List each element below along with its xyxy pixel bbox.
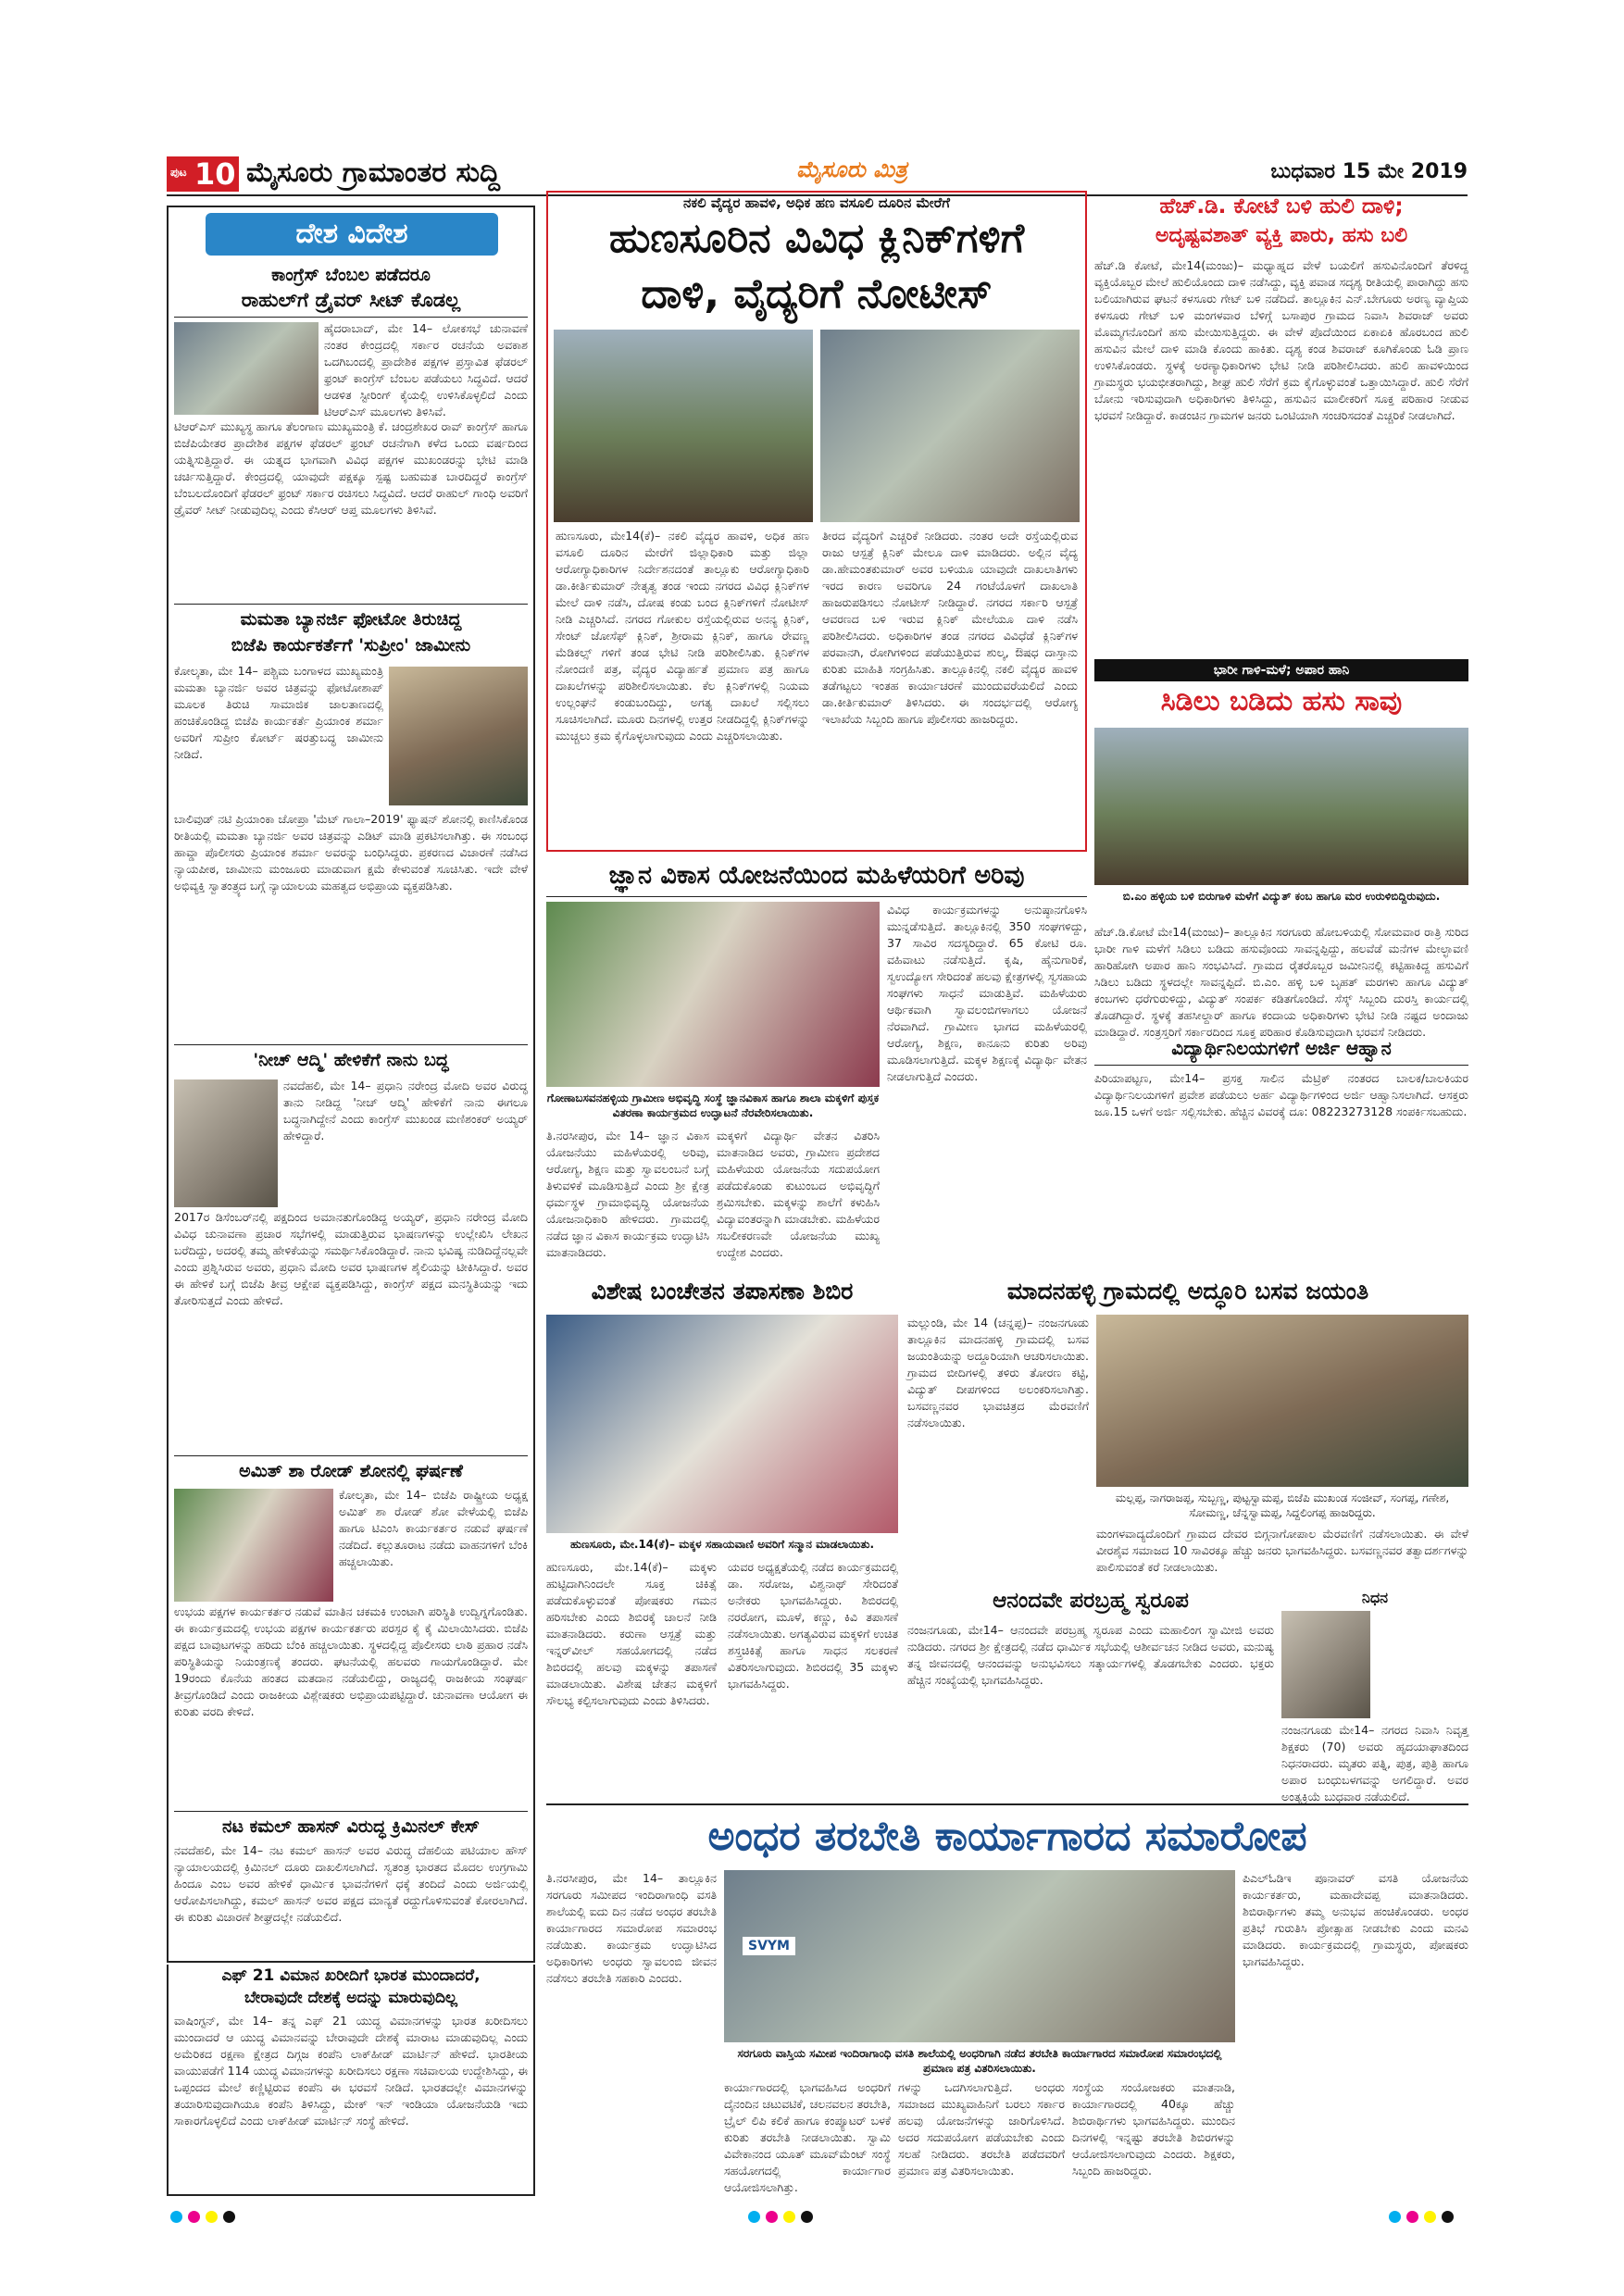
andhara-top-rule (546, 1803, 1468, 1805)
s3-headline: 'ನೀಚ್ ಆದ್ಮಿ' ಹೇಳಿಕೆಗೆ ನಾನು ಬದ್ಧ (253, 1050, 449, 1070)
ananda-headline: ಆನಂದವೇ ಪರಬ್ರಹ್ಮ ಸ್ವರೂಪ (993, 1589, 1189, 1613)
thunder-tag-text: ಭಾರೀ ಗಾಳಿ-ಮಳೆ; ಅಪಾರ ಹಾನಿ (1213, 663, 1350, 678)
gyana-headline: ಜ್ಞಾನ ವಿಕಾಸ ಯೋಜನೆಯಿಂದ ಮಹಿಳೆಯರಿಗೆ ಅರಿವು (608, 861, 1025, 890)
students-headline: ವಿದ್ಯಾರ್ಥಿನಿಲಯಗಳಿಗೆ ಅರ್ಜಿ ಆಹ್ವಾನ (1171, 1037, 1392, 1059)
camp-story (546, 1278, 898, 1796)
students-rule (1094, 1065, 1468, 1066)
desha-videsha-banner (206, 213, 498, 256)
camp-col-a: ಹುಣಸೂರು, ಮೇ.14(ಕೆ)– ಮಕ್ಕಳು ಹುಟ್ಟಿದಾಗಿನಿಂದಲೇ ಸೂಕ್ತ ಚಿಕಿತ್ಸೆ ಪಡೆದುಕೊಳ್ಳುವಂತೆ ಪೋಷಕರು ಗಮನ ಹರಿಸಬೇಕು ಎಂದು ಶಿಬಿರಕ್ಕೆ ಚಾಲನೆ ನೀಡಿ ಮಾತನಾಡಿದರು. ಕರುಣಾ ಆಸ್ಪತ್ರೆ ಮತ್ತು ಇನ್ನರ್‌ವೀಲ್ ಸಹಯೋಗದಲ್ಲಿ ನಡೆದ ಶಿಬಿರದಲ್ಲಿ ಹಲವು ಮಕ್ಕಳನ್ನು ತಪಾಸಣೆ ಮಾಡಲಾಯಿತು. ವಿಶೇಷ ಚೇತನ ಮಕ್ಕಳಿಗೆ ಸೌಲಭ್ಯ ಕಲ್ಪಿಸಲಾಗುವುದು ಎಂದು ತಿಳಿಸಿದರು. (546, 1560, 717, 1707)
s5-body: ನವದೆಹಲಿ, ಮೇ 14– ನಟ ಕಮಲ್ ಹಾಸನ್ ಅವರ ವಿರುದ್ಧ ದೆಹಲಿಯ ಪಟಿಯಾಲ ಹೌಸ್ ನ್ಯಾಯಾಲಯದಲ್ಲಿ ಕ್ರಿಮಿನಲ್ ದೂರು ದಾಖಲಿಸಲಾಗಿದೆ. ಸ್ವತಂತ್ರ ಭಾರತದ ಮೊದಲ ಉಗ್ರಗಾಮಿ ಹಿಂದೂ ಎಂಬ ಅವರ ಹೇಳಿಕೆ ಧಾರ್ಮಿಕ ಭಾವನೆಗಳಿಗೆ ಧಕ್ಕೆ ತಂದಿದೆ ಎಂದು ಅರ್ಜಿಯಲ್ಲಿ ಆರೋಪಿಸಲಾಗಿದ್ದು, ಕಮಲ್ ಹಾಸನ್ ಅವರ ಪಕ್ಷದ ಮಾನ್ಯತೆ ರದ್ದುಗೊಳಿಸುವಂತೆ ಕೋರಲಾಗಿದೆ. ಈ ಕುರಿತು ವಿಚಾರಣೆ ಶೀಘ್ರದಲ್ಲೇ ನಡೆಯಲಿದೆ. (174, 1843, 528, 1924)
basava-left: ಮಲ್ಲುಂಡಿ, ಮೇ 14 (ಚನ್ನಪ್ಪ)– ನಂಜನಗೂಡು ತಾಲ್ಲೂಕಿನ ಮಾದನಹಳ್ಳಿ ಗ್ರಾಮದಲ್ಲಿ ಬಸವ ಜಯಂತಿಯನ್ನು ಅದ್ದೂರಿಯಾಗಿ ಆಚರಿಸಲಾಯಿತು. ಗ್ರಾಮದ ಬೀದಿಗಳಲ್ಲಿ ತಳಿರು ತೋರಣ ಕಟ್ಟಿ, ವಿದ್ಯುತ್ ದೀಪಗಳಿಂದ ಅಲಂಕರಿಸಲಾಗಿತ್ತು. ಬಸವಣ್ಣನವರ ಭಾವಚಿತ್ರದ ಮೆರವಣಿಗೆ ನಡೆಸಲಾಯಿತು. (907, 1316, 1089, 1429)
s4-rule-top (174, 1455, 528, 1456)
s4-body-1: ಕೋಲ್ಕತಾ, ಮೇ 14– ಬಿಜೆಪಿ ರಾಷ್ಟ್ರೀಯ ಅಧ್ಯಕ್ಷ ಅಮಿತ್ ಶಾ ರೋಡ್ ಶೋ ವೇಳೆಯಲ್ಲಿ ಬಿಜೆಪಿ ಹಾಗೂ ಟಿಎಂಸಿ ಕಾರ್ಯಕರ್ತರ ನಡುವೆ ಘರ್ಷಣೆ ನಡೆದಿದೆ. ಕಲ್ಲುತೂರಾಟ ನಡೆದು ವಾಹನಗಳಿಗೆ ಬೆಂಕಿ ಹಚ್ಚಲಾಯಿತು. (339, 1488, 528, 1568)
f21-headline-1: ಎಫ್ 21 ವಿಮಾನ ಖರೀದಿಗೆ ಭಾರತ ಮುಂದಾದರೆ, (221, 1966, 481, 1985)
thunder-tag (1094, 659, 1468, 681)
s1-rule (174, 317, 528, 318)
desha-videsha-label: ದೇಶ ವಿದೇಶ (295, 218, 408, 250)
basava-caption: ಮಲ್ಲಪ್ಪ, ನಾಗರಾಜಪ್ಪ, ಸುಬ್ಬಣ್ಣ, ಪುಟ್ಟಸ್ವಾಮಪ್ಪ, ಬಿಜೆಪಿ ಮುಖಂಡ ಸಂಜೀವ್, ಸಂಗಪ್ಪ, ಗಣೇಶ, ಸೋಮಣ್ಣ, ಚೆನ್ನಸ್ವಾಮಪ್ಪ, ಸಿದ್ದಲಿಂಗಪ್ಪ ಹಾಜರಿದ್ದರು. (1115, 1491, 1450, 1519)
s1-photo (174, 322, 319, 415)
s3-rule-top (174, 1044, 528, 1045)
obituary-headline: ನಿಧನ (1361, 1589, 1389, 1606)
desha-videsha-column (167, 206, 535, 1963)
s2-body-1: ಕೋಲ್ಕತಾ, ಮೇ 14– ಪಶ್ಚಿಮ ಬಂಗಾಳದ ಮುಖ್ಯಮಂತ್ರಿ ಮಮತಾ ಬ್ಯಾನರ್ಜಿ ಅವರ ಚಿತ್ರವನ್ನು ಫೋಟೋಶಾಪ್ ಮೂಲಕ ತಿರುಚಿ ಸಾಮಾಜಿಕ ಜಾಲತಾಣದಲ್ಲಿ ಹಂಚಿಕೊಂಡಿದ್ದ ಬಿಜೆಪಿ ಕಾರ್ಯಕರ್ತೆ ಪ್ರಿಯಾಂಕ ಶರ್ಮಾ ಅವರಿಗೆ ಸುಪ್ರೀಂ ಕೋರ್ಟ್ ಷರತ್ತುಬದ್ಧ ಜಾಮೀನು ನೀಡಿದೆ. (174, 664, 383, 761)
gyana-photo (546, 902, 880, 1087)
camp-col-b: ಯವರ ಅಧ್ಯಕ್ಷತೆಯಲ್ಲಿ ನಡೆದ ಕಾರ್ಯಕ್ರಮದಲ್ಲಿ ಡಾ. ಸರೋಜ, ವಿಶ್ವನಾಥ್ ಸೇರಿದಂತೆ ಅನೇಕರು ಭಾಗವಹಿಸಿದ್ದರು. ಶಿಬಿರದಲ್ಲಿ ನರರೋಗ, ಮೂಳೆ, ಕಣ್ಣು, ಕಿವಿ ತಪಾಸಣೆ ನಡೆಸಲಾಯಿತು. ಅಗತ್ಯವಿರುವ ಮಕ್ಕಳಿಗೆ ಉಚಿತ ಶಸ್ತ್ರಚಿಕಿತ್ಸೆ ಹಾಗೂ ಸಾಧನ ಸಲಕರಣೆ ವಿತರಿಸಲಾಗುವುದು. ಶಿಬಿರದಲ್ಲಿ 35 ಮಕ್ಕಳು ಭಾಗವಹಿಸಿದ್ದರು. (728, 1560, 898, 1691)
andhara-banner-text: SVYM (743, 1937, 795, 1955)
andhara-col-d: ಸಂಸ್ಥೆಯ ಸಂಯೋಜಕರು ಮಾತನಾಡಿ, ಕಾರ್ಯಾಗಾರದಲ್ಲಿ 40ಕ್ಕೂ ಹೆಚ್ಚು ಶಿಬಿರಾರ್ಥಿಗಳು ಭಾಗವಹಿಸಿದ್ದರು. ಮುಂದಿನ ದಿನಗಳಲ್ಲಿ ಇನ್ನಷ್ಟು ತರಬೇತಿ ಶಿಬಿರಗಳನ್ನು ಆಯೋಜಿಸಲಾಗುವುದು ಎಂದರು. ಶಿಕ್ಷಕರು, ಸಿಬ್ಬಂದಿ ಹಾಜರಿದ್ದರು. (1072, 2080, 1235, 2177)
thunder-headline: ಸಿಡಿಲು ಬಡಿದು ಹಸು ಸಾವು (1160, 685, 1403, 718)
registration-dots-center (748, 2209, 818, 2227)
s1-headline-1: ಕಾಂಗ್ರೆಸ್ ಬೆಂಬಲ ಪಡೆದರೂ (271, 265, 431, 285)
lead-col-2: ತೀರದ ವೈದ್ಯರಿಗೆ ಎಚ್ಚರಿಕೆ ನೀಡಿದರು. ನಂತರ ಅದೇ ರಸ್ತೆಯಲ್ಲಿರುವ ರಾಜು ಆಸ್ಪತ್ರೆ ಕ್ಲಿನಿಕ್ ಮೇಲೂ ದಾಳಿ ಮಾಡಿದರು. ಅಲ್ಲಿನ ವೈದ್ಯ ಡಾ.ಹೇಮಂತಕುಮಾರ್ ಅವರ ಬಳಿಯೂ ಯಾವುದೇ ದಾಖಲಾತಿಗಳು ಇರದ ಕಾರಣ ಅವರಿಗೂ 24 ಗಂಟೆಯೊಳಗೆ ದಾಖಲಾತಿ ಹಾಜರುಪಡಿಸಲು ನೋಟೀಸ್ ನೀಡಿದ್ದಾರೆ. ನಗರದ ಸರ್ಕಾರಿ ಆಸ್ಪತ್ರೆ ಆವರಣದ ಬಳಿ ಇರುವ ಕ್ಲಿನಿಕ್ ಮೇಲೆಯೂ ದಾಳಿ ನಡೆಸಿ ಪರಿಶೀಲಿಸಿದರು. ಅಧಿಕಾರಿಗಳ ತಂಡ ನಗರದ ವಿವಿಧೆಡೆ ಕ್ಲಿನಿಕ್‌ಗಳ ಪರವಾನಗಿ, ರೋಗಿಗಳಿಂದ ಪಡೆಯುತ್ತಿರುವ ಶುಲ್ಕ, ಔಷಧ ದಾಸ್ತಾನು ಕುರಿತು ಮಾಹಿತಿ ಸಂಗ್ರಹಿಸಿತು. ತಾಲ್ಲೂಕಿನಲ್ಲಿ ನಕಲಿ ವೈದ್ಯರ ಹಾವಳಿ ತಡೆಗಟ್ಟಲು ಇಂತಹ ಕಾರ್ಯಾಚರಣೆ ಮುಂದುವರೆಯಲಿದೆ ಎಂದು ಡಾ.ಕೀರ್ತಿಕುಮಾರ್ ತಿಳಿಸಿದರು. ಈ ಸಂದರ್ಭದಲ್ಲಿ ಆರೋಗ್ಯ ಇಲಾಖೆಯ ಸಿಬ್ಬಂದಿ ಹಾಗೂ ಪೊಲೀಸರು ಹಾಜರಿದ್ದರು. (822, 529, 1078, 726)
s3-body-2: 2017ರ ಡಿಸೆಂಬರ್‌ನಲ್ಲಿ ಪಕ್ಷದಿಂದ ಅಮಾನತುಗೊಂಡಿದ್ದ ಅಯ್ಯರ್, ಪ್ರಧಾನಿ ನರೇಂದ್ರ ಮೋದಿ ವಿವಿಧ ಚುನಾವಣಾ ಪ್ರಚಾರ ಸಭೆಗಳಲ್ಲಿ ಮಾಡುತ್ತಿರುವ ಭಾಷಣಗಳನ್ನು ಉಲ್ಲೇಖಿಸಿ ಲೇಖನ ಬರೆದಿದ್ದು, ಅದರಲ್ಲಿ ತಮ್ಮ ಹೇಳಿಕೆಯನ್ನು ಸಮರ್ಥಿಸಿಕೊಂಡಿದ್ದಾರೆ. ನಾನು ಭವಿಷ್ಯ ನುಡಿದಿದ್ದೆನಲ್ಲವೇ ಎಂದು ಪ್ರಶ್ನಿಸಿರುವ ಅವರು, ಪ್ರಧಾನಿ ಮೋದಿ ಅವರ ಭಾಷಣಗಳ ಶೈಲಿಯನ್ನು ಟೀಕಿಸಿದ್ದಾರೆ. ಅವರ ಈ ಹೇಳಿಕೆ ಬಗ್ಗೆ ಬಿಜೆಪಿ ತೀವ್ರ ಆಕ್ಷೇಪ ವ್ಯಕ್ತಪಡಿಸಿದ್ದು, ಕಾಂಗ್ರೆಸ್ ಪಕ್ಷದ ಮನಸ್ಥಿತಿಯನ್ನು ಇದು ತೋರಿಸುತ್ತದೆ ಎಂದು ಹೇಳಿದೆ. (174, 1210, 528, 1307)
s3-photo (174, 1079, 278, 1207)
s2-rule-top (174, 604, 528, 605)
lead-headline-2: ದಾಳಿ, ವೈದ್ಯರಿಗೆ ನೋಟೀಸ್ (641, 270, 993, 318)
s5-headline: ನಟ ಕಮಲ್ ಹಾಸನ್ ವಿರುದ್ಧ ಕ್ರಿಮಿನಲ್ ಕೇಸ್ (222, 1816, 480, 1837)
gyana-col-a: ತಿ.ನರಸೀಪುರ, ಮೇ 14– ಜ್ಞಾನ ವಿಕಾಸ ಯೋಜನೆಯು ಮಹಿಳೆಯರಲ್ಲಿ ಅರಿವು, ಆರೋಗ್ಯ, ಶಿಕ್ಷಣ ಮತ್ತು ಸ್ವಾವಲಂಬನೆ ಬಗ್ಗೆ ತಿಳುವಳಿಕೆ ಮೂಡಿಸುತ್ತಿದೆ ಎಂದು ಶ್ರೀ ಕ್ಷೇತ್ರ ಧರ್ಮಸ್ಥಳ ಗ್ರಾಮಾಭಿವೃದ್ಧಿ ಯೋಜನೆಯ ಯೋಜನಾಧಿಕಾರಿ ಹೇಳಿದರು. ಗ್ರಾಮದಲ್ಲಿ ನಡೆದ ಜ್ಞಾನ ವಿಕಾಸ ಕಾರ್ಯಕ್ರಮ ಉದ್ಘಾಟಿಸಿ ಮಾತನಾಡಿದರು. (546, 1129, 709, 1259)
s2-headline-2: ಬಿಜೆಪಿ ಕಾರ್ಯಕರ್ತೆಗೆ 'ಸುಪ್ರೀಂ' ಜಾಮೀನು (231, 635, 471, 655)
s2-body-2: ಬಾಲಿವುಡ್ ನಟಿ ಪ್ರಿಯಾಂಕಾ ಚೋಪ್ರಾ 'ಮೆಟ್ ಗಾಲಾ–2019' ಫ್ಯಾಷನ್ ಶೋನಲ್ಲಿ ಕಾಣಿಸಿಕೊಂಡ ರೀತಿಯಲ್ಲಿ ಮಮತಾ ಬ್ಯಾನರ್ಜಿ ಅವರ ಚಿತ್ರವನ್ನು ಎಡಿಟ್ ಮಾಡಿ ಪ್ರಕಟಿಸಲಾಗಿತ್ತು. ಈ ಸಂಬಂಧ ಹಾವ್ಡಾ ಪೊಲೀಸರು ಪ್ರಿಯಾಂಕ ಶರ್ಮಾ ಅವರನ್ನು ಬಂಧಿಸಿದ್ದರು. ಪ್ರಕರಣದ ವಿಚಾರಣೆ ನಡೆಸಿದ ನ್ಯಾಯಪೀಠ, ಜಾಮೀನು ಮಂಜೂರು ಮಾಡುವಾಗ ಕ್ಷಮೆ ಕೇಳುವಂತೆ ಸೂಚಿಸಿತು. ಇದೇ ವೇಳೆ ಅಭಿವ್ಯಕ್ತಿ ಸ್ವಾತಂತ್ರ್ಯದ ಬಗ್ಗೆ ನ್ಯಾಯಾಲಯ ಮಹತ್ವದ ಅಭಿಪ್ರಾಯ ವ್ಯಕ್ತಪಡಿಸಿತು. (174, 812, 528, 892)
f21-headline-2: ಬೇರಾವುದೇ ದೇಶಕ್ಕೆ ಅದನ್ನು ಮಾರುವುದಿಲ್ಲ (244, 1989, 457, 2007)
basava-body: ಮಂಗಳವಾದ್ಯದೊಂದಿಗೆ ಗ್ರಾಮದ ದೇವರ ಬಿಗ್ಗನಾಗೋಪಾಲ ಮೆರವಣಿಗೆ ನಡೆಸಲಾಯಿತು. ಈ ವೇಳೆ ವೀರಶೈವ ಸಮಾಜದ 10 ಸಾವಿರಕ್ಕೂ ಹೆಚ್ಚು ಜನರು ಭಾಗವಹಿಸಿದ್ದರು. ಬಸವಣ್ಣನವರ ತತ್ವಾದರ್ಶಗಳನ್ನು ಪಾಲಿಸುವಂತೆ ಕರೆ ನೀಡಲಾಯಿತು. (1096, 1527, 1468, 1574)
gyana-rule (546, 896, 1087, 897)
basava-photo (1096, 1315, 1468, 1487)
s5-rule-top (174, 1811, 528, 1812)
camp-caption: ಹುಣಸೂರು, ಮೇ.14(ಕೆ)– ಮಕ್ಕಳ ಸಹಾಯವಾಣಿ ಅವರಿಗೆ ಸನ್ಮಾನ ಮಾಡಲಾಯಿತು. (569, 1538, 875, 1551)
camp-photo (546, 1315, 898, 1533)
lead-col-1: ಹುಣಸೂರು, ಮೇ14(ಕೆ)– ನಕಲಿ ವೈದ್ಯರ ಹಾವಳಿ, ಅಧಿಕ ಹಣ ವಸೂಲಿ ದೂರಿನ ಮೇರೆಗೆ ಜಿಲ್ಲಾಧಿಕಾರಿ ಮತ್ತು ಜಿಲ್ಲಾ ಆರೋಗ್ಯಾಧಿಕಾರಿಗಳ ನಿರ್ದೇಶನದಂತೆ ತಾಲ್ಲೂಕು ಆರೋಗ್ಯಾಧಿಕಾರಿ ಡಾ.ಕೀರ್ತಿಕುಮಾರ್ ನೇತೃತ್ವ ತಂಡ ಇಂದು ನಗರದ ವಿವಿಧ ಕ್ಲಿನಿಕ್‌ಗಳ ಮೇಲೆ ದಾಳಿ ನಡೆಸಿ, ದೋಷ ಕಂಡು ಬಂದ ಕ್ಲಿನಿಕ್‌ಗಳಿಗೆ ನೋಟೀಸ್ ನೀಡಿ ಎಚ್ಚರಿಸಿದೆ. ನಗರದ ಗೋಕುಲ ರಸ್ತೆಯಲ್ಲಿರುವ ಅನನ್ಯ ಕ್ಲಿನಿಕ್, ಸೇಂಟ್ ಜೋಸೆಫ್ ಕ್ಲಿನಿಕ್, ಶ್ರೀರಾಮ ಕ್ಲಿನಿಕ್, ಹಾಗೂ ರೇವಣ್ಣ ಮೆಡಿಕಲ್ಸ್ ಗಳಿಗೆ ತಂಡ ಭೇಟಿ ನೀಡಿ ಪರಿಶೀಲಿಸಿತು. ಕ್ಲಿನಿಕ್‌ಗಳ ನೋಂದಣಿ ಪತ್ರ, ವೈದ್ಯರ ವಿದ್ಯಾರ್ಹತೆ ಪ್ರಮಾಣ ಪತ್ರ ಹಾಗೂ ದಾಖಲೆಗಳನ್ನು ಪರಿಶೀಲಿಸಲಾಯಿತು. ಕೆಲ ಕ್ಲಿನಿಕ್‌ಗಳಲ್ಲಿ ನಿಯಮ ಉಲ್ಲಂಘನೆ ಕಂಡುಬಂದಿದ್ದು, ಅಗತ್ಯ ದಾಖಲೆ ಸಲ್ಲಿಸಲು ಸೂಚಿಸಲಾಗಿದೆ. ಮೂರು ದಿನಗಳಲ್ಲಿ ಉತ್ತರ ನೀಡದಿದ್ದಲ್ಲಿ ಕ್ಲಿನಿಕ್‌ಗಳನ್ನು ಮುಚ್ಚಲು ಕ್ರಮ ಕೈಗೊಳ್ಳಲಾಗುವುದು ಎಂದು ಎಚ್ಚರಿಸಲಾಯಿತು. (556, 529, 809, 742)
andhara-story (546, 1809, 1468, 2096)
andhara-lower (546, 2079, 1468, 2200)
f21-story (167, 1965, 535, 2196)
tiger-body: ಹೆಚ್.ಡಿ ಕೋಟೆ, ಮೇ14(ಮಂಜು)– ಮಧ್ಯಾಹ್ನದ ವೇಳೆ ಬಯಲಿಗೆ ಹಸುವಿನೊಂದಿಗೆ ತೆರಳಿದ್ದ ವ್ಯಕ್ತಿಯೊಬ್ಬರ ಮೇಲೆ ಹುಲಿಯೊಂದು ದಾಳಿ ನಡೆಸಿದ್ದು, ವ್ಯಕ್ತಿ ಪವಾಡ ಸದೃಶ್ಯ ರೀತಿಯಲ್ಲಿ ಪಾರಾಗಿದ್ದು ಹಸು ಬಲಿಯಾಗಿರುವ ಘಟನೆ ಕಳಸೂರು ಗೇಟ್ ಬಳಿ ನಡೆದಿದೆ. ತಾಲ್ಲೂಕಿನ ಎನ್.ಬೇಗೂರು ಅರಣ್ಯ ವ್ಯಾಪ್ತಿಯ ಕಳಸೂರು ಗೇಟ್ ಬಳಿ ಮಂಗಳವಾರ ಬೆಳಿಗ್ಗೆ ಬಸಾಪುರ ಗ್ರಾಮದ ನಿವಾಸಿ ಶಿವರಾಜ್ ಅವರು ಮೊಮ್ಮಗನೊಂದಿಗೆ ಹಸು ಮೇಯಿಸುತ್ತಿದ್ದರು. ಈ ವೇಳೆ ಪೊದೆಯಿಂದ ಏಕಾಏಕಿ ಹೊರಬಂದ ಹುಲಿ ಹಸುವಿನ ಮೇಲೆ ದಾಳಿ ಮಾಡಿ ಕೊಂದು ಹಾಕಿತು. ದೃಶ್ಯ ಕಂಡ ಶಿವರಾಜ್ ಕೂಗಿಕೊಂಡು ಓಡಿ ಪ್ರಾಣ ಉಳಿಸಿಕೊಂಡರು. ಸ್ಥಳಕ್ಕೆ ಅರಣ್ಯಾಧಿಕಾರಿಗಳು ಭೇಟಿ ನೀಡಿ ಪರಿಶೀಲಿಸಿದರು. ಹುಲಿ ಹಾವಳಿಯಿಂದ ಗ್ರಾಮಸ್ಥರು ಭಯಭೀತರಾಗಿದ್ದು, ಶೀಘ್ರ ಹುಲಿ ಸೆರೆಗೆ ಕ್ರಮ ಕೈಗೊಳ್ಳುವಂತೆ ಒತ್ತಾಯಿಸಿದ್ದಾರೆ. ಹುಲಿ ಸೆರೆಗೆ ಬೋನು ಇರಿಸುವುದಾಗಿ ಅಧಿಕಾರಿಗಳು ತಿಳಿಸಿದ್ದು, ಹಸುವಿನ ಮಾಲೀಕರಿಗೆ ಸೂಕ್ತ ಪರಿಹಾರ ನೀಡುವ ಭರವಸೆ ನೀಡಿದ್ದಾರೆ. ಕಾಡಂಚಿನ ಗ್ರಾಮಗಳ ಜನರು ಒಂಟಿಯಾಗಿ ಸಂಚರಿಸದಂತೆ ಎಚ್ಚರಿಕೆ ನೀಡಲಾಗಿದೆ. (1094, 258, 1468, 422)
tiger-headline-1: ಹೆಚ್.ಡಿ. ಕೋಟೆ ಬಳಿ ಹುಲಿ ದಾಳಿ; (1159, 194, 1404, 218)
thunder-caption: ಬಿ.ಎಂ ಹಳ್ಳಿಯ ಬಳಿ ಬಿರುಗಾಳಿ ಮಳೆಗೆ ವಿದ್ಯುತ್ ಕಂಬ ಹಾಗೂ ಮರ ಉರುಳಿಬಿದ್ದಿರುವುದು. (1122, 890, 1441, 903)
registration-dots-right (1389, 2209, 1459, 2227)
andhara-col-c: ಗಳನ್ನು ಒದಗಿಸಲಾಗುತ್ತಿದೆ. ಅಂಧರು ಸಮಾಜದ ಮುಖ್ಯವಾಹಿನಿಗೆ ಬರಲು ಸರ್ಕಾರ ಹಲವು ಯೋಜನೆಗಳನ್ನು ಜಾರಿಗೊಳಿಸಿದೆ. ಅದರ ಸದುಪಯೋಗ ಪಡೆಯಬೇಕು ಎಂದು ಸಲಹೆ ನೀಡಿದರು. ತರಬೇತಿ ಪಡೆದವರಿಗೆ ಪ್ರಮಾಣ ಪತ್ರ ವಿತರಿಸಲಾಯಿತು. (898, 2080, 1065, 2177)
tiger-headline-2: ಅದೃಷ್ಟವಶಾತ್ ವ್ಯಕ್ತಿ ಪಾರು, ಹಸು ಬಲಿ (1155, 224, 1408, 247)
thunder-body: ಹೆಚ್.ಡಿ.ಕೋಟೆ ಮೇ14(ಮಂಜು)– ತಾಲ್ಲೂಕಿನ ಸರಗೂರು ಹೋಬಳಿಯಲ್ಲಿ ಸೋಮವಾರ ರಾತ್ರಿ ಸುರಿದ ಭಾರೀ ಗಾಳಿ ಮಳೆಗೆ ಸಿಡಿಲು ಬಡಿದು ಹಸುವೊಂದು ಸಾವನ್ನಪ್ಪಿದ್ದು, ಹಲವೆಡೆ ಮನೆಗಳ ಮೇಲ್ಛಾವಣಿ ಹಾರಿಹೋಗಿ ಅಪಾರ ಹಾನಿ ಸಂಭವಿಸಿದೆ. ಗ್ರಾಮದ ರೈತರೊಬ್ಬರ ಜಮೀನಿನಲ್ಲಿ ಕಟ್ಟಿಹಾಕಿದ್ದ ಹಸುವಿಗೆ ಸಿಡಿಲು ಬಡಿದು ಸ್ಥಳದಲ್ಲೇ ಸಾವನ್ನಪ್ಪಿದೆ. ಬಿ.ಎಂ. ಹಳ್ಳಿ ಬಳಿ ಬೃಹತ್ ಮರಗಳು ಹಾಗೂ ವಿದ್ಯುತ್ ಕಂಬಗಳು ಧರೆಗುರುಳಿದ್ದು, ವಿದ್ಯುತ್ ಸಂಪರ್ಕ ಕಡಿತಗೊಂಡಿದೆ. ಸೆಸ್ಕ್ ಸಿಬ್ಬಂದಿ ದುರಸ್ತಿ ಕಾರ್ಯದಲ್ಲಿ ತೊಡಗಿದ್ದಾರೆ. ಸ್ಥಳಕ್ಕೆ ತಹಸೀಲ್ದಾರ್ ಹಾಗೂ ಕಂದಾಯ ಅಧಿಕಾರಿಗಳು ಭೇಟಿ ನೀಡಿ ನಷ್ಟದ ಅಂದಾಜು ಮಾಡಿದ್ದಾರೆ. ಸಂತ್ರಸ್ತರಿಗೆ ಸರ್ಕಾರದಿಂದ ಸೂಕ್ತ ಪರಿಹಾರ ಕೊಡಿಸುವುದಾಗಿ ಭರವಸೆ ನೀಡಿದರು. (1094, 925, 1468, 1039)
andhara-col-a: ತಿ.ನರಸೀಪುರ, ಮೇ 14– ತಾಲ್ಲೂಕಿನ ಸರಗೂರು ಸಮೀಪದ ಇಂದಿರಾಗಾಂಧಿ ವಸತಿ ಶಾಲೆಯಲ್ಲಿ ಐದು ದಿನ ನಡೆದ ಅಂಧರ ತರಬೇತಿ ಕಾರ್ಯಾಗಾರದ ಸಮಾರೋಪ ಸಮಾರಂಭ ನಡೆಯಿತು. ಕಾರ್ಯಕ್ರಮ ಉದ್ಘಾಟಿಸಿದ ಅಧಿಕಾರಿಗಳು ಅಂಧರು ಸ್ವಾವಲಂಬಿ ಜೀವನ ನಡೆಸಲು ತರಬೇತಿ ಸಹಕಾರಿ ಎಂದರು. (546, 1871, 717, 1985)
page-label: ಪುಟ (170, 166, 187, 179)
s1-body-1: ಹೈದರಾಬಾದ್, ಮೇ 14– ಲೋಕಸಭೆ ಚುನಾವಣೆ ನಂತರ ಕೇಂದ್ರದಲ್ಲಿ ಸರ್ಕಾರ ರಚನೆಯ ಅವಕಾಶ ಒದಗಿಬಂದಲ್ಲಿ ಪ್ರಾದೇಶಿಕ ಪಕ್ಷಗಳ ಪ್ರಸ್ತಾವಿತ ಫೆಡರಲ್ ಫ್ರಂಟ್ ಕಾಂಗ್ರೆಸ್ ಬೆಂಬಲ ಪಡೆಯಲು ಸಿದ್ಧವಿದೆ. ಆದರೆ ಆಡಳಿತ ಸ್ಟೀರಿಂಗ್ ಕೈಯಲ್ಲಿ ಉಳಿಸಿಕೊಳ್ಳಲಿದೆ ಎಂದು ಟಿಆರ್‌ಎಸ್ ಮೂಲಗಳು ತಿಳಿಸಿವೆ. (324, 321, 528, 418)
lead-headline-1: ಹುಣಸೂರಿನ ವಿವಿಧ ಕ್ಲಿನಿಕ್‌ಗಳಿಗೆ (608, 215, 1025, 262)
masthead (167, 153, 1468, 195)
page-no: 10 (194, 156, 236, 192)
lead-story (546, 191, 1087, 852)
s4-headline: ಅಮಿತ್ ಶಾ ರೋಡ್ ಶೋನಲ್ಲಿ ಘರ್ಷಣೆ (239, 1461, 463, 1481)
s2-photo (389, 667, 528, 805)
s1-body-2: ಟಿಆರ್‌ಎಸ್ ಮುಖ್ಯಸ್ಥ ಹಾಗೂ ತೆಲಂಗಾಣ ಮುಖ್ಯಮಂತ್ರಿ ಕೆ. ಚಂದ್ರಶೇಖರ ರಾವ್ ಕಾಂಗ್ರೆಸ್ ಹಾಗೂ ಬಿಜೆಪಿಯೇತರ ಪ್ರಾದೇಶಿಕ ಪಕ್ಷಗಳ ಫೆಡರಲ್ ಫ್ರಂಟ್ ರಚನೆಗಾಗಿ ಕಳೆದ ಒಂದು ವರ್ಷದಿಂದ ಯತ್ನಿಸುತ್ತಿದ್ದಾರೆ. ಈ ಯತ್ನದ ಭಾಗವಾಗಿ ವಿವಿಧ ಪಕ್ಷಗಳ ಮುಖಂಡರನ್ನು ಭೇಟಿ ಮಾಡಿ ಚರ್ಚಿಸುತ್ತಿದ್ದಾರೆ. ಕೇಂದ್ರದಲ್ಲಿ ಯಾವುದೇ ಪಕ್ಷಕ್ಕೂ ಸ್ಪಷ್ಟ ಬಹುಮತ ಬಾರದಿದ್ದರೆ ಕಾಂಗ್ರೆಸ್ ಬೆಂಬಲದೊಂದಿಗೆ ಫೆಡರಲ್ ಫ್ರಂಟ್ ಸರ್ಕಾರ ರಚಿಸಲು ಸಿದ್ಧವಿದೆ. ಆದರೆ ರಾಹುಲ್ ಗಾಂಧಿ ಅವರಿಗೆ ಡ್ರೈವರ್ ಸೀಟ್ ನೀಡುವುದಿಲ್ಲ ಎಂದು ಕೆಸಿಆರ್ ಆಪ್ತ ಮೂಲಗಳು ತಿಳಿಸಿವೆ. (174, 419, 528, 517)
s1-headline-2: ರಾಹುಲ್‌ಗೆ ಡ್ರೈವರ್ ಸೀಟ್ ಕೊಡಲ್ಲ (241, 289, 461, 311)
andhara-col-b: ಕಾರ್ಯಾಗಾರದಲ್ಲಿ ಭಾಗವಹಿಸಿದ ಅಂಧರಿಗೆ ದೈನಂದಿನ ಚಟುವಟಿಕೆ, ಚಲನವಲನ ತರಬೇತಿ, ಬ್ರೈಲ್ ಲಿಪಿ ಕಲಿಕೆ ಹಾಗೂ ಕಂಪ್ಯೂಟರ್ ಬಳಕೆ ಕುರಿತು ತರಬೇತಿ ನೀಡಲಾಯಿತು. ಸ್ವಾಮಿ ವಿವೇಕಾನಂದ ಯೂತ್ ಮೂವ್‌ಮೆಂಟ್ ಸಂಸ್ಥೆ ಸಹಯೋಗದಲ್ಲಿ ಕಾರ್ಯಾಗಾರ ಆಯೋಜಿಸಲಾಗಿತ್ತು. (724, 2080, 891, 2194)
f21-body: ವಾಷಿಂಗ್ಟನ್, ಮೇ 14– ತನ್ನ ಎಫ್ 21 ಯುದ್ಧ ವಿಮಾನಗಳನ್ನು ಭಾರತ ಖರೀದಿಸಲು ಮುಂದಾದರೆ ಆ ಯುದ್ಧ ವಿಮಾನವನ್ನು ಬೇರಾವುದೇ ದೇಶಕ್ಕೆ ಮಾರಾಟ ಮಾಡುವುದಿಲ್ಲ ಎಂದು ಅಮೆರಿಕದ ರಕ್ಷಣಾ ಕ್ಷೇತ್ರದ ದಿಗ್ಗಜ ಕಂಪೆನಿ ಲಾಕ್‌ಹೀಡ್ ಮಾರ್ಟಿನ್ ಹೇಳಿದೆ. ಭಾರತೀಯ ವಾಯುಪಡೆಗೆ 114 ಯುದ್ಧ ವಿಮಾನಗಳನ್ನು ಖರೀದಿಸಲು ರಕ್ಷಣಾ ಸಚಿವಾಲಯ ಉದ್ದೇಶಿಸಿದ್ದು, ಈ ಒಪ್ಪಂದದ ಮೇಲೆ ಕಣ್ಣಿಟ್ಟಿರುವ ಕಂಪೆನಿ ಈ ಭರವಸೆ ನೀಡಿದೆ. ಭಾರತದಲ್ಲೇ ವಿಮಾನಗಳನ್ನು ತಯಾರಿಸುವುದಾಗಿಯೂ ಕಂಪೆನಿ ತಿಳಿಸಿದ್ದು, ಮೇಕ್ ಇನ್ ಇಂಡಿಯಾ ಯೋಜನೆಯಡಿ ಇದು ಸಾಕಾರಗೊಳ್ಳಲಿದೆ ಎಂದು ಲಾಕ್‌ಹೀಡ್ ಮಾರ್ಟಿನ್ ಸಂಸ್ಥೆ ಹೇಳಿದೆ. (174, 2014, 528, 2128)
obituary-body: ನಂಜನಗೂಡು ಮೇ14– ನಗರದ ನಿವಾಸಿ ನಿವೃತ್ತ ಶಿಕ್ಷಕರು (70) ಅವರು ಹೃದಯಾಘಾತದಿಂದ ನಿಧನರಾದರು. ಮೃತರು ಪತ್ನಿ, ಪುತ್ರ, ಪುತ್ರಿ ಹಾಗೂ ಅಪಾರ ಬಂಧುಬಳಗವನ್ನು ಅಗಲಿದ್ದಾರೆ. ಅವರ ಅಂತ್ಯಕ್ರಿಯೆ ಬುಧವಾರ ನಡೆಯಲಿದೆ. (1281, 1723, 1468, 1803)
section-title: ಮೈಸೂರು ಗ್ರಾಮಾಂತರ ಸುದ್ದಿ (246, 156, 501, 189)
andhara-headline: ಅಂಧರ ತರಬೇತಿ ಕಾರ್ಯಾಗಾರದ ಸಮಾರೋಪ (707, 1813, 1307, 1860)
thunder-photo (1094, 728, 1468, 885)
basava-story (907, 1278, 1468, 1583)
issue-date: ಬುಧವಾರ 15 ಮೇ 2019 (1270, 160, 1468, 183)
registration-dots-left (170, 2209, 241, 2227)
andhara-caption: ಸರಗೂರು ವಾಸ್ತಿಯ ಸಮೀಪ ಇಂದಿರಾಗಾಂಧಿ ವಸತಿ ಶಾಲೆಯಲ್ಲಿ ಅಂಧರಿಗಾಗಿ ನಡೆದ ತರಬೇತಿ ಕಾರ್ಯಾಗಾರದ ಸಮಾರೋಪ ಸಮಾರಂಭದಲ್ಲಿ ಪ್ರಮಾಣ ಪತ್ರ ವಿತರಿಸಲಾಯಿತು. (737, 2047, 1222, 2075)
thunder-story (1094, 659, 1468, 1039)
andhara-photo (724, 1870, 1235, 2042)
gyana-caption: ಗೋಣಾಬಸವನಹಳ್ಳಿಯ ಗ್ರಾಮೀಣ ಅಭಿವೃದ್ಧಿ ಸಂಸ್ಥೆ ಜ್ಞಾನವಿಕಾಸ ಹಾಗೂ ಶಾಲಾ ಮಕ್ಕಳಿಗೆ ಪುಸ್ತಕ ವಿತರಣಾ ಕಾರ್ಯಕ್ರಮದ ಉದ್ಘಾಟನೆ ನೆರವೇರಿಸಲಾಯಿತು. (546, 1092, 880, 1119)
students-story (1094, 1037, 1468, 1268)
tiger-story (1094, 194, 1468, 657)
lead-photo-2 (820, 330, 1080, 522)
s4-photo (174, 1489, 333, 1602)
paper-logo: ಮೈಸೂರು ಮಿತ್ರ (796, 156, 907, 182)
andhara-col-e: ಪಿಎಲ್‌ಓಡಿಇ ಪೂನಾವರ್ ವಸತಿ ಯೋಜನೆಯ ಕಾರ್ಯಕರ್ತರು, ಮಹಾದೇವಪ್ಪ ಮಾತನಾಡಿದರು. ಶಿಬಿರಾರ್ಥಿಗಳು ತಮ್ಮ ಅನುಭವ ಹಂಚಿಕೊಂಡರು. ಅಂಧರ ಪ್ರತಿಭೆ ಗುರುತಿಸಿ ಪ್ರೋತ್ಸಾಹ ನೀಡಬೇಕು ಎಂದು ಮನವಿ ಮಾಡಿದರು. ಕಾರ್ಯಕ್ರಮದಲ್ಲಿ ಗ್ರಾಮಸ್ಥರು, ಪೋಷಕರು ಭಾಗವಹಿಸಿದ್ದರು. (1243, 1871, 1468, 1968)
page-number-badge (167, 156, 239, 192)
camp-headline: ವಿಶೇಷ ಬಂಚೇತನ ತಪಾಸಣಾ ಶಿಬಿರ (591, 1278, 854, 1304)
basava-headline: ಮಾದನಹಳ್ಳಿ ಗ್ರಾಮದಲ್ಲಿ ಅದ್ಧೂರಿ ಬಸವ ಜಯಂತಿ (1006, 1278, 1369, 1304)
obituary (1281, 1589, 1468, 1803)
lead-kicker: ನಕಲಿ ವೈದ್ಯರ ಹಾವಳಿ, ಅಧಿಕ ಹಣ ವಸೂಲಿ ದೂರಿನ ಮೇರೆಗೆ (683, 194, 950, 211)
students-body: ಪಿರಿಯಾಪಟ್ಟಣ, ಮೇ14– ಪ್ರಸಕ್ತ ಸಾಲಿನ ಮೆಟ್ರಿಕ್ ನಂತರದ ಬಾಲಕ/ಬಾಲಕಿಯರ ವಿದ್ಯಾರ್ಥಿನಿಲಯಗಳಿಗೆ ಪ್ರವೇಶ ಪಡೆಯಲು ಅರ್ಹ ವಿದ್ಯಾರ್ಥಿಗಳಿಂದ ಅರ್ಜಿ ಆಹ್ವಾನಿಸಲಾಗಿದೆ. ಆಸಕ್ತರು ಜೂ.15 ಒಳಗೆ ಅರ್ಜಿ ಸಲ್ಲಿಸಬೇಕು. ಹೆಚ್ಚಿನ ವಿವರಕ್ಕೆ ದೂ: 08223273128 ಸಂಪರ್ಕಿಸಬಹುದು. (1094, 1071, 1468, 1118)
s4-body-2: ಉಭಯ ಪಕ್ಷಗಳ ಕಾರ್ಯಕರ್ತರ ನಡುವೆ ಮಾತಿನ ಚಕಮಕಿ ಉಂಟಾಗಿ ಪರಿಸ್ಥಿತಿ ಉದ್ವಿಗ್ನಗೊಂಡಿತು. ಈ ಕಾರ್ಯಕ್ರಮದಲ್ಲಿ ಉಭಯ ಪಕ್ಷಗಳ ಕಾರ್ಯಕರ್ತರು ಪರಸ್ಪರ ಕೈ ಕೈ ಮಿಲಾಯಿಸಿದರು. ಬಿಜೆಪಿ ಪಕ್ಷದ ಬಾವುಟಗಳನ್ನು ಹರಿದು ಬೆಂಕಿ ಹಚ್ಚಲಾಯಿತು. ಸ್ಥಳದಲ್ಲಿದ್ದ ಪೊಲೀಸರು ಲಾಠಿ ಪ್ರಹಾರ ನಡೆಸಿ ಪರಿಸ್ಥಿತಿಯನ್ನು ನಿಯಂತ್ರಣಕ್ಕೆ ತಂದರು. ಘಟನೆಯಲ್ಲಿ ಹಲವರು ಗಾಯಗೊಂಡಿದ್ದಾರೆ. ಮೇ 19ರಂದು ಕೊನೆಯ ಹಂತದ ಮತದಾನ ನಡೆಯಲಿದ್ದು, ರಾಜ್ಯದಲ್ಲಿ ರಾಜಕೀಯ ಸಂಘರ್ಷ ತೀವ್ರಗೊಂಡಿದೆ ಎಂದು ರಾಜಕೀಯ ವಿಶ್ಲೇಷಕರು ಅಭಿಪ್ರಾಯಪಟ್ಟಿದ್ದಾರೆ. ಚುನಾವಣಾ ಆಯೋಗ ಈ ಕುರಿತು ವರದಿ ಕೇಳಿದೆ. (174, 1604, 528, 1718)
s2-headline-1: ಮಮತಾ ಬ್ಯಾನರ್ಜಿ ಫೋಟೋ ತಿರುಚಿದ್ದ (240, 609, 462, 630)
gyana-col-b: ಮಕ್ಕಳಿಗೆ ವಿದ್ಯಾರ್ಥಿ ವೇತನ ವಿತರಿಸಿ ಮಾತನಾಡಿದ ಅವರು, ಗ್ರಾಮೀಣ ಪ್ರದೇಶದ ಮಹಿಳೆಯರು ಯೋಜನೆಯ ಸದುಪಯೋಗ ಪಡೆದುಕೊಂಡು ಕುಟುಂಬದ ಅಭಿವೃದ್ಧಿಗೆ ಶ್ರಮಿಸಬೇಕು. ಮಕ್ಕಳನ್ನು ಶಾಲೆಗೆ ಕಳುಹಿಸಿ ವಿದ್ಯಾವಂತರನ್ನಾಗಿ ಮಾಡಬೇಕು. ಮಹಿಳೆಯರ ಸಬಲೀಕರಣವೇ ಯೋಜನೆಯ ಮುಖ್ಯ ಉದ್ದೇಶ ಎಂದರು. (717, 1129, 880, 1259)
ananda-story (907, 1589, 1274, 1798)
lead-photo-1 (554, 330, 813, 522)
gyana-story (546, 861, 1087, 1268)
obituary-photo (1281, 1611, 1370, 1718)
gyana-right: ವಿವಿಧ ಕಾರ್ಯಕ್ರಮಗಳನ್ನು ಅನುಷ್ಠಾನಗೊಳಿಸಿ ಮುನ್ನಡೆಸುತ್ತಿದೆ. ತಾಲ್ಲೂಕಿನಲ್ಲಿ 350 ಸಂಘಗಳಿದ್ದು, 37 ಸಾವಿರ ಸದಸ್ಯರಿದ್ದಾರೆ. 65 ಕೋಟಿ ರೂ. ವಹಿವಾಟು ನಡೆಸುತ್ತಿದೆ. ಕೃಷಿ, ಹೈನುಗಾರಿಕೆ, ಸ್ವಉದ್ಯೋಗ ಸೇರಿದಂತೆ ಹಲವು ಕ್ಷೇತ್ರಗಳಲ್ಲಿ ಸ್ವಸಹಾಯ ಸಂಘಗಳು ಸಾಧನೆ ಮಾಡುತ್ತಿವೆ. ಮಹಿಳೆಯರು ಆರ್ಥಿಕವಾಗಿ ಸ್ವಾವಲಂಬಿಗಳಾಗಲು ಯೋಜನೆ ನೆರವಾಗಿದೆ. ಗ್ರಾಮೀಣ ಭಾಗದ ಮಹಿಳೆಯರಲ್ಲಿ ಆರೋಗ್ಯ, ಶಿಕ್ಷಣ, ಕಾನೂನು ಕುರಿತು ಅರಿವು ಮೂಡಿಸಲಾಗುತ್ತಿದೆ. ಮಕ್ಕಳ ಶಿಕ್ಷಣಕ್ಕೆ ವಿದ್ಯಾರ್ಥಿ ವೇತನ ನೀಡಲಾಗುತ್ತಿದೆ ಎಂದರು. (887, 903, 1087, 1083)
s3-body-1: ನವದೆಹಲಿ, ಮೇ 14– ಪ್ರಧಾನಿ ನರೇಂದ್ರ ಮೋದಿ ಅವರ ವಿರುದ್ಧ ತಾನು ನೀಡಿದ್ದ 'ನೀಚ್ ಆದ್ಮಿ' ಹೇಳಿಕೆಗೆ ನಾನು ಈಗಲೂ ಬದ್ಧನಾಗಿದ್ದೇನೆ ಎಂದು ಕಾಂಗ್ರೆಸ್ ಮುಖಂಡ ಮಣಿಶಂಕರ್ ಅಯ್ಯರ್ ಹೇಳಿದ್ದಾರೆ. (283, 1079, 528, 1142)
ananda-body: ನಂಜನಗೂಡು, ಮೇ14– ಆನಂದವೇ ಪರಬ್ರಹ್ಮ ಸ್ವರೂಪ ಎಂದು ಮಹಾಲಿಂಗ ಸ್ವಾಮೀಜಿ ಅವರು ನುಡಿದರು. ನಗರದ ಶ್ರೀ ಕ್ಷೇತ್ರದಲ್ಲಿ ನಡೆದ ಧಾರ್ಮಿಕ ಸಭೆಯಲ್ಲಿ ಆಶೀರ್ವಚನ ನೀಡಿದ ಅವರು, ಮನುಷ್ಯ ತನ್ನ ಜೀವನದಲ್ಲಿ ಆನಂದವನ್ನು ಅನುಭವಿಸಲು ಸತ್ಕಾರ್ಯಗಳಲ್ಲಿ ತೊಡಗಬೇಕು ಎಂದರು. ಭಕ್ತರು ಹೆಚ್ಚಿನ ಸಂಖ್ಯೆಯಲ್ಲಿ ಭಾಗವಹಿಸಿದ್ದರು. (907, 1623, 1274, 1687)
